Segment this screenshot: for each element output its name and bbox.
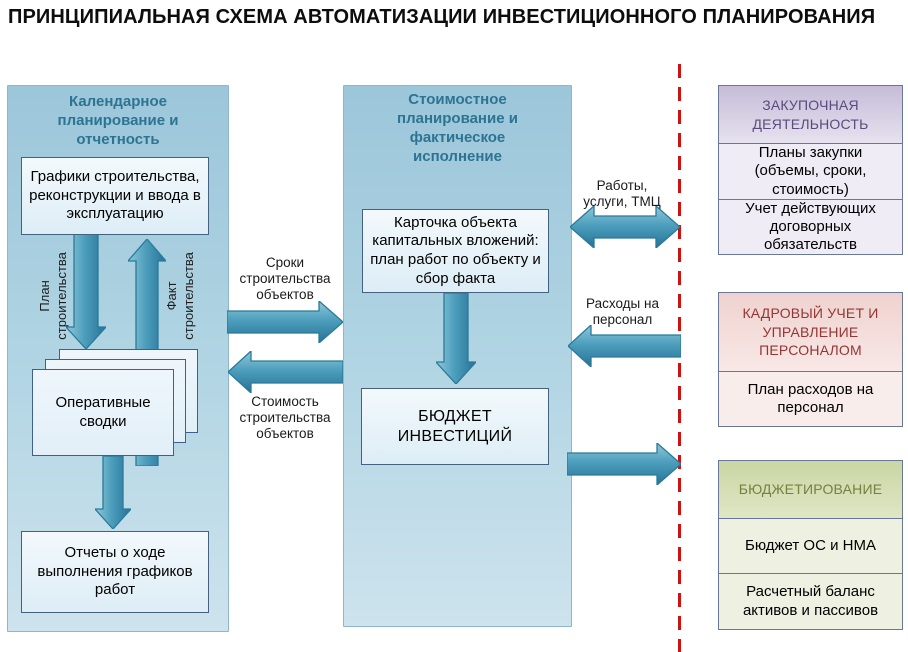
page-title: ПРИНЦИПИАЛЬНАЯ СХЕМА АВТОМАТИЗАЦИИ ИНВЕСТИЦИОННОГО ПЛАНИРОВАНИЯ xyxy=(8,6,876,28)
budget-to-budgeting-arrow xyxy=(567,443,681,485)
personnel-costs-plan-row: План расходов на персонал xyxy=(719,371,902,426)
summary-box: Оперативные сводки xyxy=(32,369,174,456)
summaries-down-arrow xyxy=(95,456,131,529)
plan-down-arrow xyxy=(66,234,106,349)
contract-obligations-row: Учет действующих договорных обязательств xyxy=(719,199,902,254)
budgeting-block-header: БЮДЖЕТИРОВАНИЕ xyxy=(719,461,902,518)
plan-arrow-label: План строительства xyxy=(37,252,69,340)
construction-cost-arrow xyxy=(228,351,343,393)
hr-block-header: КАДРОВЫЙ УЧЕТ И УПРАВЛЕНИЕ ПЕРСОНАЛОМ xyxy=(719,293,902,371)
balance-sheet-row: Расчетный баланс активов и пассивов xyxy=(719,573,902,629)
procurement-block xyxy=(718,85,903,255)
procurement-plans-row: Планы закупки (объемы, сроки, стоимость) xyxy=(719,143,902,199)
construction-terms-label: Сроки строительства объектов xyxy=(239,255,331,303)
construction-cost-label: Стоимость строительства объектов xyxy=(239,394,331,442)
panel-calendar-planning-header: Календарное планирование и отчетность xyxy=(57,93,179,149)
schedules-box: Графики строительства, реконструкции и ввода в эксплуатацию xyxy=(21,157,209,235)
budgeting-block xyxy=(718,460,903,630)
procurement-block-header: ЗАКУПОЧНАЯ ДЕЯТЕЛЬНОСТЬ xyxy=(719,86,902,143)
personnel-costs-arrow xyxy=(568,325,681,367)
card-to-budget-arrow xyxy=(436,293,476,384)
works-services-label: Работы, услуги, ТМЦ xyxy=(583,178,661,210)
fact-arrow-label: Факт строительства xyxy=(164,252,196,340)
personnel-costs-label: Расходы на персонал xyxy=(586,296,659,328)
fixed-assets-budget-row: Бюджет ОС и НМА xyxy=(719,518,902,573)
capital-object-card-box: Карточка объекта капитальных вложений: план работ по объекту и сбор факта xyxy=(362,209,549,293)
works-services-double-arrow xyxy=(570,206,680,248)
panel-cost-planning xyxy=(343,85,572,627)
panel-calendar-planning xyxy=(7,85,229,632)
investment-budget-box: БЮДЖЕТ ИНВЕСТИЦИЙ xyxy=(361,388,549,465)
reports-box: Отчеты о ходе выполнения графиков работ xyxy=(21,531,209,613)
construction-terms-arrow xyxy=(227,301,343,343)
panel-cost-planning-header: Стоимостное планирование и фактическое исполнение xyxy=(397,91,518,166)
hr-block xyxy=(718,292,903,427)
